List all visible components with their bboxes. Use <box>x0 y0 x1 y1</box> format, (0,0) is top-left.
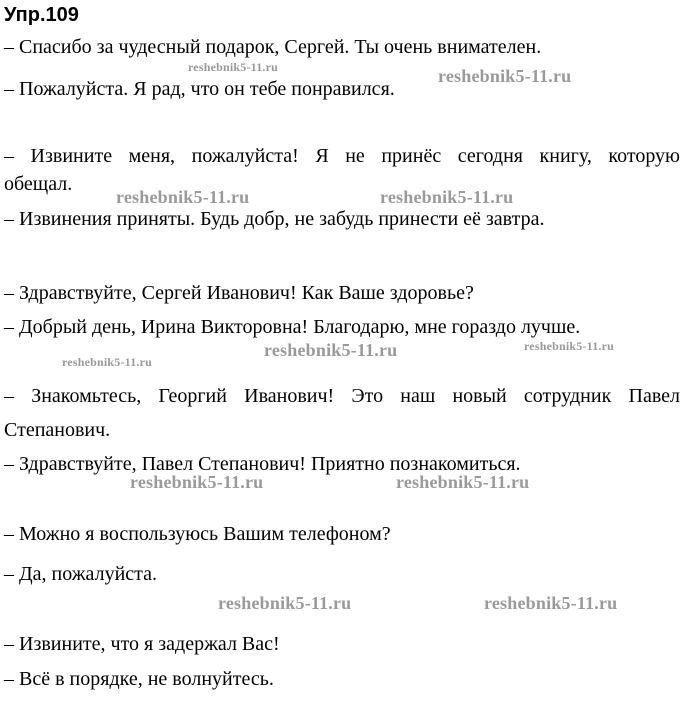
watermark: reshebnik5-11.ru <box>218 593 352 613</box>
watermark: reshebnik5-11.ru <box>524 339 614 353</box>
watermark: reshebnik5-11.ru <box>484 593 618 613</box>
watermark: reshebnik5-11.ru <box>264 340 398 360</box>
dialogue-3-line-2: – Добрый день, Ирина Викторовна! Благодарю, мне гораздо лучше. <box>4 316 581 338</box>
dialogue-2-line-1: – Извините меня, пожалуйста! Я не принёс сегодня книгу, которую <box>4 145 680 167</box>
watermark: reshebnik5-11.ru <box>188 60 278 74</box>
dialogue-5-line-2: – Да, пожалуйста. <box>4 563 158 585</box>
watermark: reshebnik5-11.ru <box>130 472 264 492</box>
dialogue-3-line-1: – Здравствуйте, Сергей Иванович! Как Ваше здоровье? <box>4 282 474 304</box>
dialogue-1-line-1: – Спасибо за чудесный подарок, Сергей. Ты очень внимателен. <box>4 36 542 58</box>
dialogue-2-line-2: обещал. <box>4 173 73 195</box>
watermark: reshebnik5-11.ru <box>62 355 152 369</box>
exercise-title: Упр.109 <box>4 4 79 26</box>
watermark: reshebnik5-11.ru <box>396 472 530 492</box>
dialogue-4-line-3: – Здравствуйте, Павел Степанович! Приятно познакомиться. <box>4 453 521 475</box>
dialogue-5-line-1: – Можно я воспользуюсь Вашим телефоном? <box>4 523 391 545</box>
watermark: reshebnik5-11.ru <box>116 187 250 207</box>
dialogue-2-line-3: – Извинения приняты. Будь добр, не забудь принести её завтра. <box>4 208 545 230</box>
dialogue-6-line-2: – Всё в порядке, не волнуйтесь. <box>4 668 274 690</box>
dialogue-1-line-2: – Пожалуйста. Я рад, что он тебе понравился. <box>4 78 395 100</box>
dialogue-4-line-1: – Знакомьтесь, Георгий Иванович! Это наш новый сотрудник Павел <box>4 385 680 407</box>
watermark: reshebnik5-11.ru <box>380 187 514 207</box>
dialogue-6-line-1: – Извините, что я задержал Вас! <box>4 633 280 655</box>
dialogue-4-line-2: Степанович. <box>4 419 111 441</box>
watermark: reshebnik5-11.ru <box>438 66 572 86</box>
